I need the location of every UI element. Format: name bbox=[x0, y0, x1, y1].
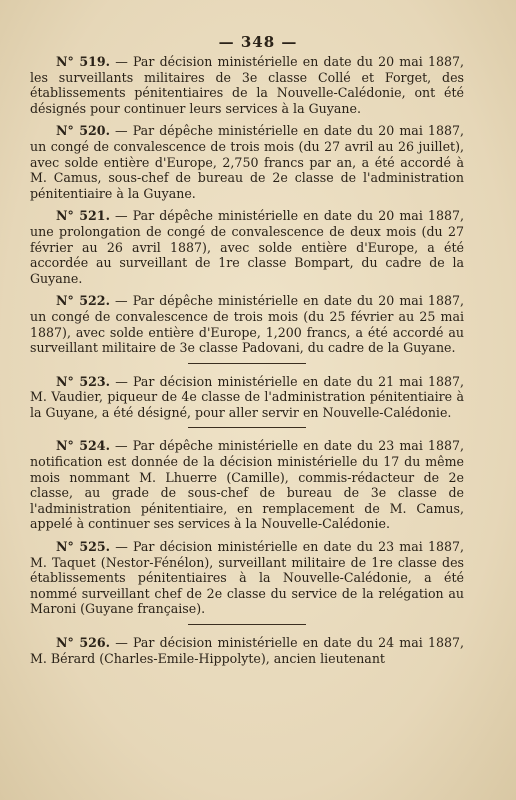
entry-text: — Par décision ministérielle en date du 21 mai 1887, M. Vaudier, piqueur de 4e classe de l'administration pénitentiaire à la Guyane, a été désigné, pour aller servir en Nouvelle-Calédonie. bbox=[30, 373, 464, 420]
entry-text: — Par dépêche ministérielle en date du 20 mai 1887, une prolongation de congé de convalescence de deux mois (du 27 février au 26 avril 1887), avec solde entière d'Europe, a été accordée au surveillant de 1re classe Bompart, du cadre de la Guyane. bbox=[30, 208, 464, 286]
entry-text: — Par dépêche ministérielle en date du 23 mai 1887, notification est donnée de la décision ministérielle du 17 du même mois nommant M. Lhuerre (Camille), commis-rédacteur de 2e classe, au grade de sous-chef de bureau de 3e classe de l'administration pénitentiaire, en remplacement de M. Camus, appelé à continuer ses services à la Nouvelle-Calédonie. bbox=[30, 438, 464, 532]
entry-number: N° 521. bbox=[56, 208, 110, 224]
entry-525 bbox=[30, 539, 464, 617]
section-divider bbox=[188, 427, 306, 428]
entry-text: — Par dépêche ministérielle en date du 20 mai 1887, un congé de convalescence de trois mois (du 27 avril au 26 juillet), avec solde entière d'Europe, 2,750 francs par an, a été accordé à M. Camus, sous-chef de bureau de 2e classe de l'administration pénitentiaire à la Guyane. bbox=[30, 123, 464, 201]
page-number: — 348 — bbox=[218, 33, 298, 51]
entry-524 bbox=[30, 438, 464, 532]
entry-number: N° 526. bbox=[56, 635, 111, 650]
entry-text: — Par dépêche ministérielle en date du 20 mai 1887, un congé de convalescence de trois mois (du 25 février au 25 mai 1887), avec solde entière d'Europe, 1,200 francs, a été accordé au surveillant militaire de 3e classe Padovani, du cadre de la Guyane. bbox=[30, 293, 464, 356]
page-content bbox=[30, 54, 464, 673]
entry-number: N° 522. bbox=[56, 293, 110, 309]
entry-526 bbox=[30, 635, 464, 666]
entry-number: N° 519. bbox=[56, 54, 111, 69]
entry-number: N° 520. bbox=[56, 123, 110, 139]
entry-number: N° 523. bbox=[56, 373, 111, 389]
entry-text: — Par décision ministérielle en date du 24 mai 1887, M. Bérard (Charles-Emile-Hippolyte), ancien lieutenant bbox=[30, 635, 464, 666]
entry-520 bbox=[30, 123, 464, 201]
entry-text: — Par décision ministérielle en date du 20 mai 1887, les surveillants militaires de 3e classe Collé et Forget, des établissements pénitentiaires de la Nouvelle-Calédonie, ont été désignés pour continuer leurs services à la Guyane. bbox=[30, 54, 464, 116]
entry-523 bbox=[30, 374, 464, 421]
section-divider bbox=[188, 363, 306, 364]
entry-text: — Par décision ministérielle en date du 23 mai 1887, M. Taquet (Nestor-Fénélon), surveillant militaire de 1re classe des établissements pénitentiaires à la Nouvelle-Calédonie, a été nommé surveillant chef de 2e classe du service de la relégation au Maroni (Guyane française). bbox=[30, 539, 464, 617]
entry-number: N° 524. bbox=[56, 438, 110, 454]
entry-521 bbox=[30, 208, 464, 286]
entry-number: N° 525. bbox=[56, 539, 111, 555]
entry-519 bbox=[30, 54, 464, 116]
section-divider bbox=[188, 624, 306, 625]
entry-522 bbox=[30, 293, 464, 355]
